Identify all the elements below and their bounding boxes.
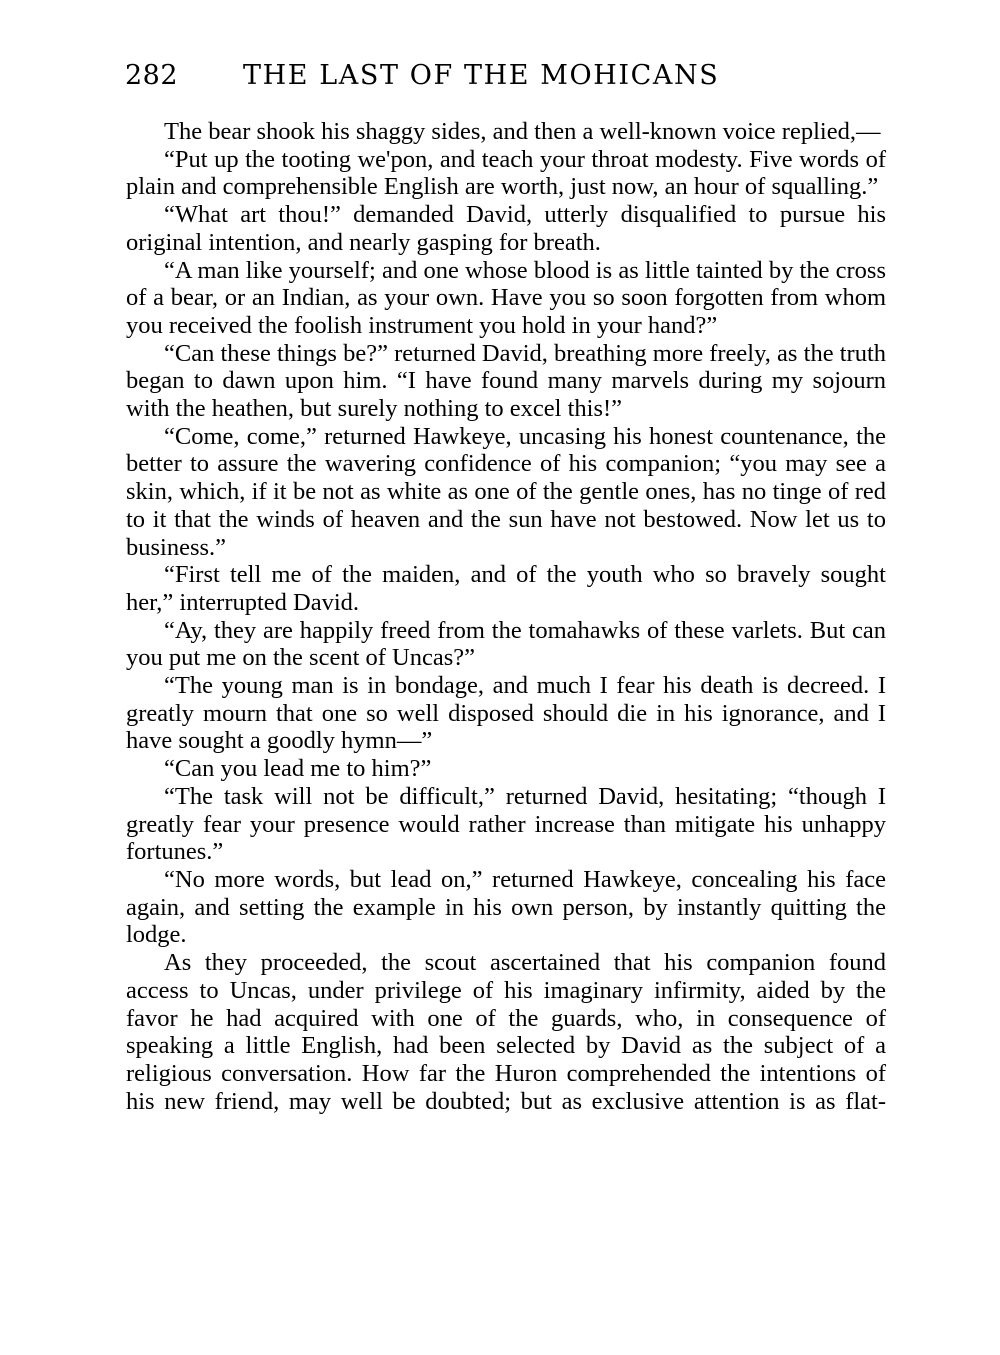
- paragraph: “The young man is in bondage, and much I fear his death is decreed. I greatly mourn that one so well disposed should die in his ignorance, and I have sought a goodly hymn—”: [126, 672, 886, 755]
- paragraph: “What art thou!” demanded David, utterly disqualified to pursue his original intention, and nearly gasping for breath.: [126, 201, 886, 256]
- paragraph: “Put up the tooting we'pon, and teach your throat modesty. Five words of plain and comprehensible English are worth, just now, an hour of squalling.”: [126, 145, 886, 201]
- paragraph: As they proceeded, the scout ascertained that his companion found access to Uncas, under privilege of his imaginary infirmity, aided by the favor he had acquired with one of the guards, who, in consequence of speaking a little English, had been selected by David as the subject of a religious conversation. How far the Huron comprehended the intentions of his new friend, may well be doubted; but as exclusive attention is as flat-: [126, 949, 886, 1115]
- paragraph: “No more words, but lead on,” returned Hawkeye, concealing his face again, and setting the example in his own person, by instantly quitting the lodge.: [126, 865, 886, 949]
- body-text: [126, 118, 886, 1115]
- paragraph: The bear shook his shaggy sides, and then a well-known voice replied,—: [164, 118, 881, 145]
- paragraph: “A man like yourself; and one whose blood is as little tainted by the cross of a bear, or an Indian, as your own. Have you so soon forgotten from whom you received the foolish instrument you hold in your hand?”: [126, 256, 886, 339]
- paragraph: “First tell me of the maiden, and of the youth who so bravely sought her,” interrupted David.: [126, 561, 886, 616]
- paragraph: “Can you lead me to him?”: [164, 755, 432, 783]
- page-number: 282: [125, 60, 179, 91]
- running-head: [125, 58, 890, 94]
- paragraph: “Ay, they are happily freed from the tomahawks of these varlets. But can you put me on the scent of Uncas?”: [126, 616, 886, 672]
- paragraph: “Come, come,” returned Hawkeye, uncasing his honest countenance, the better to assure the wavering confidence of his companion; “you may see a skin, which, if it be not as white as one of the gentle ones, has no tinge of red to it that the winds of heaven and the sun have not bestowed. Now let us to business.”: [126, 422, 886, 561]
- book-title: THE LAST OF THE MOHICANS: [243, 60, 720, 91]
- paragraph: “The task will not be difficult,” returned David, hesitating; “though I greatly fear your presence would rather increase than mitigate his unhappy fortunes.”: [126, 782, 886, 866]
- paragraph: “Can these things be?” returned David, breathing more freely, as the truth began to dawn upon him. “I have found many marvels during my sojourn with the heathen, but surely nothing to excel this!”: [126, 339, 886, 423]
